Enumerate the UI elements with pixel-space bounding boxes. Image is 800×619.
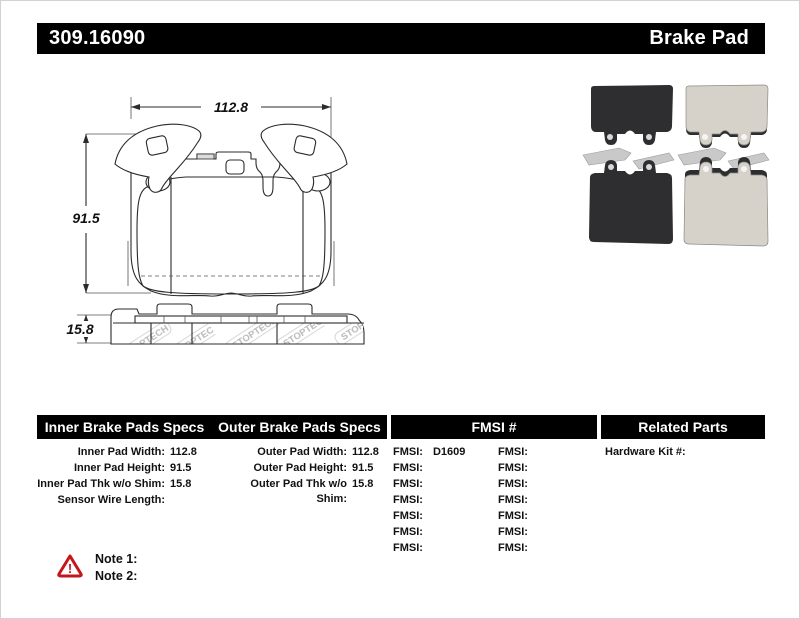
thickness-dimension [57, 315, 111, 343]
note-2: Note 2: [95, 569, 138, 583]
height-dim-label: 91.5 [72, 210, 100, 226]
spec-row: Inner Pad Width: 112.8 [77, 446, 197, 458]
part-number: 309.16090 [49, 27, 146, 49]
related-row: Hardware Kit #: [605, 446, 686, 458]
fmsi-row: FMSI: D1609 [393, 446, 466, 458]
fmsi-row: FMSI: [393, 510, 423, 522]
spec-row: Outer Pad Height: 91.5 [253, 462, 374, 474]
outer-specs-column [219, 445, 403, 505]
pad-photo-dark-bottom [589, 160, 673, 244]
pad-photo-dark-top [591, 85, 673, 145]
warning-icon [56, 553, 84, 579]
product-photo [581, 81, 771, 266]
related-parts-header-bar [601, 415, 765, 439]
note-1: Note 1: [95, 552, 138, 566]
width-dim-label: 112.8 [214, 99, 248, 115]
header-bar [37, 23, 765, 54]
spec-row: Inner Pad Thk w/o Shim: 15.8 [37, 478, 192, 490]
thickness-dim-label: 15.8 [66, 321, 94, 337]
fmsi-row: FMSI: [393, 494, 423, 506]
notes-block [95, 551, 137, 585]
spec-row: Inner Pad Height: 91.5 [73, 462, 192, 474]
related-parts-column [605, 445, 691, 461]
fmsi-column-2 [498, 445, 538, 557]
related-parts-header: Related Parts [638, 419, 728, 435]
product-type-title: Brake Pad [649, 27, 749, 49]
fmsi-row: FMSI: [393, 542, 423, 554]
spec-row: Outer Pad Width: 112.8 [257, 446, 379, 458]
fmsi-row: FMSI: [393, 478, 423, 490]
fmsi-column-1 [393, 445, 465, 557]
fmsi-header: FMSI # [471, 419, 517, 435]
fmsi-row: FMSI: [393, 526, 423, 538]
svg-text:!: ! [67, 561, 73, 576]
fmsi-row: FMSI: [498, 462, 528, 474]
outer-specs-header: Outer Brake Pads Specs [218, 419, 381, 435]
fmsi-row: FMSI: [498, 510, 528, 522]
technical-drawing [51, 81, 401, 371]
fmsi-row: FMSI: [498, 478, 528, 490]
fmsi-row: FMSI: [498, 542, 528, 554]
fmsi-row: FMSI: [393, 462, 423, 474]
spec-row: Sensor Wire Length: [57, 494, 165, 506]
fmsi-row: FMSI: [498, 526, 528, 538]
fmsi-row: FMSI: [498, 494, 528, 506]
inner-specs-header: Inner Brake Pads Specs [44, 419, 205, 435]
specs-header-bar [37, 415, 387, 439]
side-view [111, 304, 364, 344]
fmsi-header-bar [391, 415, 597, 439]
fmsi-row: FMSI: [498, 446, 528, 458]
inner-specs-column [37, 445, 221, 509]
spec-row: Outer Pad Thk w/o Shim: 15.8 [250, 478, 374, 505]
pad-photo-light-top [686, 85, 768, 145]
